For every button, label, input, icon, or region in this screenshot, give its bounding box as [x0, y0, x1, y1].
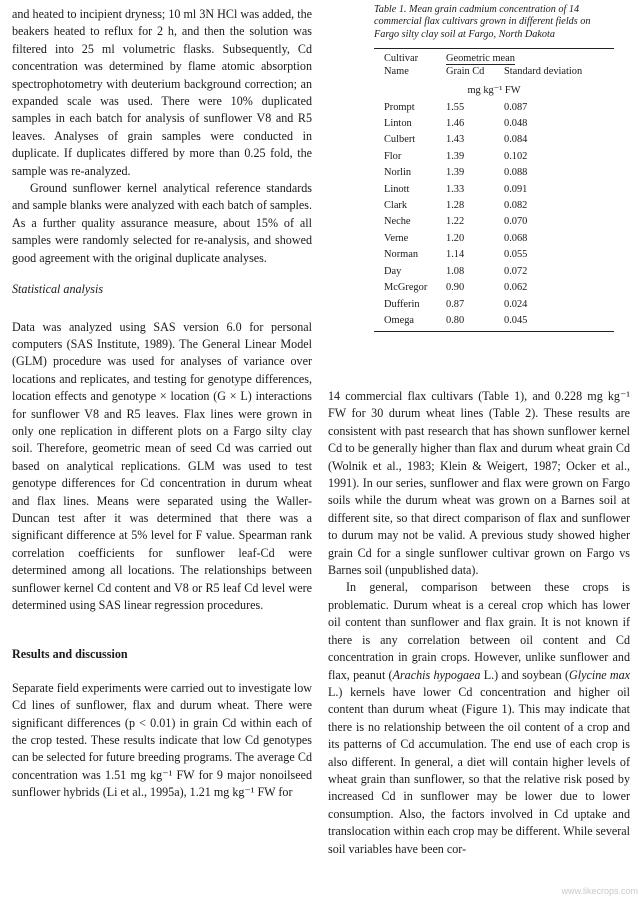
cultivar-name: Neche [384, 216, 411, 228]
cultivar-name: Omega [384, 314, 415, 326]
table-row [374, 214, 614, 230]
grain-cd-value: 1.28 [446, 200, 465, 212]
table-1-grid [374, 49, 614, 329]
grain-cd-value: 1.33 [446, 183, 465, 195]
paragraph-results-intro: Separate field experiments were carried out to investigate low Cd lines of sunflower, flax and durum wheat. There were significant differences (p < 0.01) in grain Cd within each of the crop tested. These results indicate that low Cd genotypes can be selected for future breeding programs. The average Cd concentration was 1.51 mg kg⁻¹ FW for 9 major nonoilseed sunflower hybrids (Li et al., 1995a), 1.21 mg kg⁻¹ FW for [12, 680, 312, 800]
table-header-row-1 [374, 49, 614, 65]
paragraph-methods-digestion: and heated to incipient dryness; 10 ml 3N HCl was added, the beakers heated to reflux for 2 h, and then the solution was filtered into 25 ml volumetric flasks. Subsequently, Cd concentration was determined by flame atomic absorption spectrophotometry with deuterium background correction; an expanded scale was used. There were 10% duplicated samples in each batch for analysis of sunflower V8 and R5 leaves. Analyses of grain samples were conducted in duplicate. If duplicates differed by more than 0.25 fold, the sample was re-analyzed. [12, 7, 312, 178]
table-header-row-2 [374, 65, 614, 81]
cultivar-name: Clark [384, 200, 408, 212]
sd-value: 0.068 [504, 232, 528, 244]
heading-results-discussion: Results and discussion [12, 647, 128, 662]
sd-value: 0.082 [504, 200, 528, 212]
grain-cd-value: 0.90 [446, 282, 465, 294]
paragraph-statistical-analysis: Data was analyzed using SAS version 6.0 for personal computers (SAS Institute, 1989). The General Linear Model (GLM) procedure was used for analyses of variance over locations and replicates, and testing for genotype differences, location effects and genotype × location (G × L) interactions for sunflower V8 and R5 leaves. Flax lines were grown in only one replication in different plots on a Fargo silty clay soil. Therefore, geometric mean of seed Cd was carried out based on analytical replications. GLM was used to test genotype differences for Cd concentration in durum wheat and flax lines. Means were separated using the Waller-Duncan test after it was determined that there was a significant difference at 5% level for F value. Spearman rank correlation coefficients for sunflower leaf-Cd were determined among all locations. The relationships between sunflower kernel Cd content and V8 or R5 leaf Cd level were determined using SAS linear regression procedures. [12, 319, 312, 612]
cultivar-name: Verne [384, 232, 409, 244]
sd-value: 0.088 [504, 167, 528, 179]
text-segment: L.) kernels have lower Cd concentration and higher oil content than durum wheat (Figure 1). This may indicate that there is no relationship between the oil content of a crop and its patterns of Cd accumulation. The end use of each crop is also different. In general, a diet will contain higher levels of wheat grain than sunflower, so that the relative risk posed by increased Cd in sunflower may be lower due to lower consumption. Also, the factors involved in Cd uptake and translocation within each crop may be different. While several soil variables have been cor- [328, 684, 630, 856]
sd-value: 0.055 [504, 249, 528, 261]
sd-value: 0.024 [504, 298, 528, 310]
sd-value: 0.072 [504, 265, 528, 277]
grain-cd-value: 1.43 [446, 134, 465, 146]
left-column [12, 6, 312, 802]
paragraph-results-comparison: 14 commercial flax cultivars (Table 1), and 0.228 mg kg⁻¹ FW for 30 durum wheat lines (Table 2). These results are consistent with past research that has shown sunflower kernel Cd to be generally higher than flax and durum wheat grain Cd (Wolnik et al., 1983; Klein & Weigert, 1987; Ocker et al., 1991). In our series, sunflower and flax were grown on Fargo soils while the durum wheat was grown on a Barnes soil at different site, so that direct comparison of flax and sunflower to durum may not be valid. A previous study showed higher grain Cd for a single sunflower cultivar grown on Fargo vs Barnes soil (unpublished data). [328, 389, 630, 578]
table-unit: mg kg⁻¹ FW [467, 85, 521, 97]
sd-value: 0.084 [504, 134, 528, 146]
cultivar-name: Dufferin [384, 298, 420, 310]
table-row [374, 264, 614, 280]
header-geometric-mean-label: Geometric mean [446, 53, 515, 65]
table-row [374, 313, 614, 329]
table-row [374, 231, 614, 247]
grain-cd-value: 1.39 [446, 150, 465, 162]
sd-value: 0.062 [504, 282, 528, 294]
table-row [374, 165, 614, 181]
species-name: Arachis hypogaea [392, 667, 481, 682]
heading-statistical-analysis: Statistical analysis [12, 282, 104, 297]
cultivar-name: Norman [384, 249, 419, 261]
header-cultivar: Cultivar [384, 53, 419, 65]
table-unit-row [374, 81, 614, 99]
cultivar-name: Norlin [384, 167, 412, 179]
paragraph-crop-comparison [328, 579, 630, 858]
table-row [374, 149, 614, 165]
table-row [374, 132, 614, 148]
grain-cd-value: 1.39 [446, 167, 465, 179]
cultivar-name: Day [384, 265, 402, 277]
sd-value: 0.048 [504, 118, 528, 130]
cultivar-name: Linton [384, 118, 412, 130]
cultivar-name: Flor [384, 150, 402, 162]
table-caption: Table 1. Mean grain cadmium concentration of 14 commercial flax cultivars grown in different fields on Fargo silty clay soil at Fargo, North Dakota [374, 4, 591, 40]
table-row [374, 247, 614, 263]
cultivar-name: Culbert [384, 134, 416, 146]
sd-value: 0.087 [504, 101, 528, 113]
grain-cd-value: 0.87 [446, 298, 465, 310]
table-bottom-rule [374, 331, 614, 332]
header-grain-cd: Grain Cd [446, 66, 485, 78]
header-name: Name [384, 66, 409, 78]
grain-cd-value: 1.55 [446, 101, 465, 113]
table-row [374, 198, 614, 214]
watermark: www.likecrops.com [561, 886, 638, 896]
sd-value: 0.070 [504, 216, 528, 228]
text-segment: L.) and soybean ( [480, 667, 569, 682]
sd-value: 0.091 [504, 183, 528, 195]
grain-cd-value: 1.22 [446, 216, 465, 228]
table-row [374, 182, 614, 198]
table-row [374, 100, 614, 116]
header-geometric-mean [446, 49, 614, 65]
grain-cd-value: 1.46 [446, 118, 465, 130]
cultivar-name: Prompt [384, 101, 415, 113]
table-1 [374, 4, 614, 332]
paragraph-quality-assurance: Ground sunflower kernel analytical reference standards and sample blanks were analyzed with each batch of samples. As a further quality assurance measure, about 15% of all samples were randomly selected for re-analysis, and showed good agreement with the original duplicate analyses. [12, 181, 312, 265]
grain-cd-value: 1.20 [446, 232, 465, 244]
cultivar-name: Linott [384, 183, 410, 195]
grain-cd-value: 1.08 [446, 265, 465, 277]
table-row [374, 297, 614, 313]
table-body [374, 81, 614, 329]
table-row [374, 280, 614, 296]
grain-cd-value: 0.80 [446, 314, 465, 326]
cultivar-name: McGregor [384, 282, 428, 294]
sd-value: 0.102 [504, 150, 528, 162]
table-row [374, 116, 614, 132]
text-segment: In general, comparison between these crops is problematic. Durum wheat is a cereal crop which has lower oil content than sunflower and flax grain. It is not known if there is any correlation between oil content and Cd concentration in grain crops. However, unlike sunflower and flax, peanut ( [328, 580, 630, 682]
header-standard-deviation: Standard deviation [504, 66, 583, 78]
grain-cd-value: 1.14 [446, 249, 465, 261]
right-column [328, 388, 630, 858]
species-name: Glycine max [569, 667, 630, 682]
sd-value: 0.045 [504, 314, 528, 326]
